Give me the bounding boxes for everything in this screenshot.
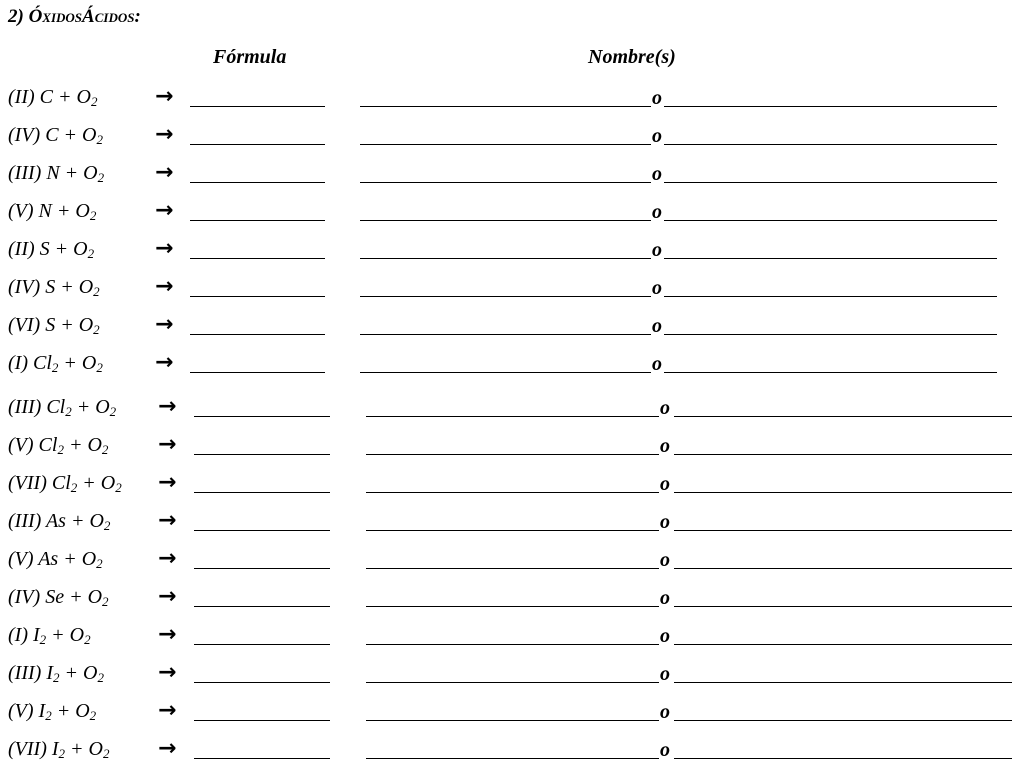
alternative-separator: o [660, 397, 670, 419]
oxygen-symbol: O [82, 124, 97, 146]
oxygen-symbol: O [75, 200, 90, 222]
formula-blank[interactable] [194, 644, 330, 645]
oxygen-subscript: 2 [101, 442, 109, 457]
formula-blank[interactable] [194, 492, 330, 493]
reaction-row [0, 660, 1024, 690]
valence-label: (VI) [8, 314, 41, 336]
name-blank-1[interactable] [360, 334, 651, 335]
oxygen-subscript: 2 [87, 246, 95, 261]
element-subscript: 2 [58, 746, 66, 761]
formula-blank[interactable] [194, 606, 330, 607]
reaction-equation: (VII) $I_2 + O_2$ [8, 738, 110, 761]
alternative-separator: o [652, 239, 662, 261]
valence-label: (I) [8, 352, 28, 374]
formula-column-header: Fórmula [213, 46, 287, 68]
reaction-row [0, 122, 1024, 152]
name-blank-2[interactable] [664, 296, 997, 297]
formula-blank[interactable] [190, 372, 325, 373]
name-blank-1[interactable] [366, 454, 659, 455]
oxygen-symbol: O [75, 700, 90, 722]
element-symbol: Cl [51, 472, 71, 494]
reaction-arrow-icon: → [155, 312, 174, 337]
oxygen-subscript: 2 [97, 170, 105, 185]
name-blank-1[interactable] [360, 372, 651, 373]
reaction-row [0, 312, 1024, 342]
reaction-row [0, 394, 1024, 424]
reaction-equation: (II) $S + O_2$ [8, 238, 95, 261]
reaction-arrow-icon: → [158, 432, 177, 457]
element-symbol: S [39, 238, 50, 260]
formula-blank[interactable] [194, 530, 330, 531]
name-blank-2[interactable] [674, 644, 1012, 645]
alternative-separator: o [652, 125, 662, 147]
name-blank-2[interactable] [674, 758, 1012, 759]
formula-blank[interactable] [194, 416, 330, 417]
valence-label: (IV) [8, 124, 41, 146]
valence-label: (III) [8, 162, 42, 184]
alternative-separator: o [660, 701, 670, 723]
reaction-arrow-icon: → [158, 508, 177, 533]
name-blank-2[interactable] [664, 106, 997, 107]
formula-blank[interactable] [194, 758, 330, 759]
reaction-equation: (II) $C + O_2$ [8, 86, 98, 109]
reaction-equation: (I) $Cl_2 + O_2$ [8, 352, 103, 375]
oxygen-subscript: 2 [96, 360, 103, 375]
oxygen-symbol: O [83, 162, 98, 184]
valence-label: (VII) [8, 738, 47, 760]
alternative-separator: o [652, 163, 662, 185]
oxygen-symbol: O [89, 510, 104, 532]
reaction-row [0, 622, 1024, 652]
oxygen-subscript: 2 [102, 746, 110, 761]
oxygen-symbol: O [81, 548, 97, 570]
oxygen-symbol: O [82, 662, 98, 684]
reaction-arrow-icon: → [155, 198, 174, 223]
valence-label: (II) [8, 238, 35, 260]
oxygen-subscript: 2 [96, 132, 103, 147]
alternative-separator: o [652, 201, 662, 223]
reaction-equation: (III) $Cl_2 + O_2$ [8, 396, 117, 419]
formula-blank[interactable] [190, 106, 325, 107]
oxygen-symbol: O [88, 738, 103, 760]
valence-label: (III) [8, 662, 42, 684]
element-symbol: S [45, 276, 56, 298]
alternative-separator: o [660, 663, 670, 685]
name-blank-2[interactable] [674, 606, 1012, 607]
name-blank-2[interactable] [664, 372, 997, 373]
valence-label: (V) [8, 700, 34, 722]
reaction-row [0, 508, 1024, 538]
oxygen-symbol: O [76, 86, 91, 108]
reaction-equation: (V) $Cl_2 + O_2$ [8, 434, 109, 457]
name-blank-1[interactable] [366, 758, 659, 759]
element-symbol: As [38, 548, 59, 570]
valence-label: (IV) [8, 276, 41, 298]
element-subscript: 2 [65, 404, 72, 419]
name-blank-2[interactable] [674, 568, 1012, 569]
reaction-row [0, 198, 1024, 228]
element-subscript: 2 [70, 480, 78, 495]
name-blank-1[interactable] [366, 720, 659, 721]
alternative-separator: o [652, 315, 662, 337]
element-symbol: S [45, 314, 56, 336]
reaction-equation: (VI) $S + O_2$ [8, 314, 100, 337]
reaction-arrow-icon: → [158, 394, 177, 419]
reaction-equation: (III) $I_2 + O_2$ [8, 662, 104, 685]
reaction-arrow-icon: → [155, 236, 174, 261]
reaction-arrow-icon: → [155, 160, 174, 185]
reaction-row [0, 470, 1024, 500]
valence-label: (III) [8, 510, 42, 532]
element-subscript: 2 [51, 360, 59, 375]
element-symbol: I [38, 700, 46, 722]
alternative-separator: o [652, 277, 662, 299]
name-blank-1[interactable] [360, 220, 651, 221]
oxygen-subscript: 2 [89, 208, 97, 223]
element-symbol: N [38, 200, 52, 222]
oxygen-subscript: 2 [115, 480, 122, 495]
reaction-equation: (V) $N + O_2$ [8, 200, 97, 223]
name-blank-2[interactable] [674, 492, 1012, 493]
oxygen-subscript: 2 [84, 632, 91, 647]
element-symbol: I [51, 738, 59, 760]
formula-blank[interactable] [194, 568, 330, 569]
reaction-arrow-icon: → [158, 546, 177, 571]
formula-blank[interactable] [190, 334, 325, 335]
alternative-separator: o [660, 587, 670, 609]
name-blank-1[interactable] [366, 644, 659, 645]
alternative-separator: o [660, 739, 670, 761]
valence-label: (III) [8, 396, 42, 418]
formula-blank[interactable] [190, 296, 325, 297]
reaction-row [0, 432, 1024, 462]
reaction-arrow-icon: → [155, 122, 174, 147]
element-symbol: N [46, 162, 60, 184]
reaction-row [0, 160, 1024, 190]
reaction-arrow-icon: → [155, 84, 174, 109]
reaction-arrow-icon: → [155, 350, 174, 375]
valence-label: (VII) [8, 472, 47, 494]
element-symbol: C [45, 124, 59, 146]
reaction-arrow-icon: → [158, 698, 177, 723]
valence-label: (II) [8, 86, 35, 108]
oxygen-symbol: O [73, 238, 88, 260]
formula-blank[interactable] [194, 720, 330, 721]
reaction-arrow-icon: → [158, 622, 177, 647]
reaction-equation: (IV) $C + O_2$ [8, 124, 103, 147]
reaction-row [0, 584, 1024, 614]
valence-label: (I) [8, 624, 28, 646]
reaction-arrow-icon: → [158, 584, 177, 609]
reaction-equation: (IV) $S + O_2$ [8, 276, 100, 299]
oxygen-symbol: O [78, 314, 94, 336]
reaction-row [0, 546, 1024, 576]
reaction-arrow-icon: → [155, 274, 174, 299]
reaction-arrow-icon: → [158, 660, 177, 685]
oxygen-symbol: O [78, 276, 94, 298]
name-blank-2[interactable] [674, 454, 1012, 455]
oxygen-subscript: 2 [89, 708, 97, 723]
reaction-row [0, 350, 1024, 380]
alternative-separator: o [652, 353, 662, 375]
name-column-header: Nombre(s) [588, 46, 676, 68]
oxygen-subscript: 2 [109, 404, 117, 419]
valence-label: (V) [8, 200, 34, 222]
reaction-equation: (III) $As + O_2$ [8, 510, 111, 533]
reaction-equation: (VII) $Cl_2 + O_2$ [8, 472, 122, 495]
reaction-row [0, 274, 1024, 304]
oxygen-subscript: 2 [93, 284, 100, 299]
oxygen-subscript: 2 [103, 518, 111, 533]
name-blank-2[interactable] [674, 682, 1012, 683]
alternative-separator: o [660, 549, 670, 571]
name-blank-2[interactable] [664, 334, 997, 335]
element-symbol: As [45, 510, 66, 532]
reaction-equation: (IV) $Se + O_2$ [8, 586, 109, 609]
reaction-equation: (I) $I_2 + O_2$ [8, 624, 91, 647]
name-blank-1[interactable] [366, 682, 659, 683]
valence-label: (V) [8, 548, 34, 570]
oxygen-symbol: O [87, 586, 103, 608]
reaction-equation: (III) $N + O_2$ [8, 162, 105, 185]
element-symbol: C [39, 86, 53, 108]
alternative-separator: o [660, 511, 670, 533]
name-blank-1[interactable] [366, 416, 659, 417]
oxygen-subscript: 2 [97, 670, 104, 685]
element-symbol: Cl [38, 434, 58, 456]
name-blank-2[interactable] [664, 144, 997, 145]
formula-blank[interactable] [190, 182, 325, 183]
oxygen-subscript: 2 [96, 556, 103, 571]
oxygen-subscript: 2 [90, 94, 98, 109]
element-symbol: I [46, 662, 53, 684]
formula-blank[interactable] [190, 258, 325, 259]
reaction-row [0, 736, 1024, 766]
formula-blank[interactable] [194, 682, 330, 683]
reaction-equation: (V) $I_2 + O_2$ [8, 700, 97, 723]
oxygen-symbol: O [100, 472, 116, 494]
formula-blank[interactable] [194, 454, 330, 455]
name-blank-1[interactable] [360, 182, 651, 183]
alternative-separator: o [660, 625, 670, 647]
alternative-separator: o [660, 435, 670, 457]
element-symbol: Se [45, 586, 65, 608]
section-title-part2: Ácidos: [82, 6, 141, 27]
name-blank-1[interactable] [360, 106, 651, 107]
reaction-arrow-icon: → [158, 736, 177, 761]
name-blank-2[interactable] [664, 182, 997, 183]
name-blank-1[interactable] [366, 492, 659, 493]
reaction-row [0, 698, 1024, 728]
name-blank-1[interactable] [366, 568, 659, 569]
section-number: 2) [8, 6, 24, 27]
formula-blank[interactable] [190, 220, 325, 221]
valence-label: (IV) [8, 586, 41, 608]
alternative-separator: o [660, 473, 670, 495]
reaction-equation: (V) $As + O_2$ [8, 548, 103, 571]
oxygen-subscript: 2 [102, 594, 109, 609]
name-blank-1[interactable] [360, 296, 651, 297]
element-subscript: 2 [39, 632, 47, 647]
name-blank-2[interactable] [664, 220, 997, 221]
oxygen-symbol: O [81, 352, 97, 374]
element-subscript: 2 [45, 708, 52, 723]
oxygen-symbol: O [87, 434, 102, 456]
reaction-row [0, 236, 1024, 266]
name-blank-2[interactable] [664, 258, 997, 259]
element-symbol: Cl [32, 352, 52, 374]
oxygen-subscript: 2 [93, 322, 100, 337]
section-title-part1: Óxidos [28, 6, 83, 27]
name-blank-2[interactable] [674, 720, 1012, 721]
alternative-separator: o [652, 87, 662, 109]
name-blank-2[interactable] [674, 416, 1012, 417]
element-subscript: 2 [52, 670, 60, 685]
name-blank-1[interactable] [366, 606, 659, 607]
name-blank-1[interactable] [366, 530, 659, 531]
element-symbol: Cl [46, 396, 66, 418]
oxygen-symbol: O [95, 396, 110, 418]
formula-blank[interactable] [190, 144, 325, 145]
name-blank-2[interactable] [674, 530, 1012, 531]
valence-label: (V) [8, 434, 34, 456]
element-subscript: 2 [57, 442, 64, 457]
oxygen-symbol: O [69, 624, 85, 646]
reaction-row [0, 84, 1024, 114]
reaction-arrow-icon: → [158, 470, 177, 495]
name-blank-1[interactable] [360, 258, 651, 259]
element-symbol: I [32, 624, 40, 646]
name-blank-1[interactable] [360, 144, 651, 145]
